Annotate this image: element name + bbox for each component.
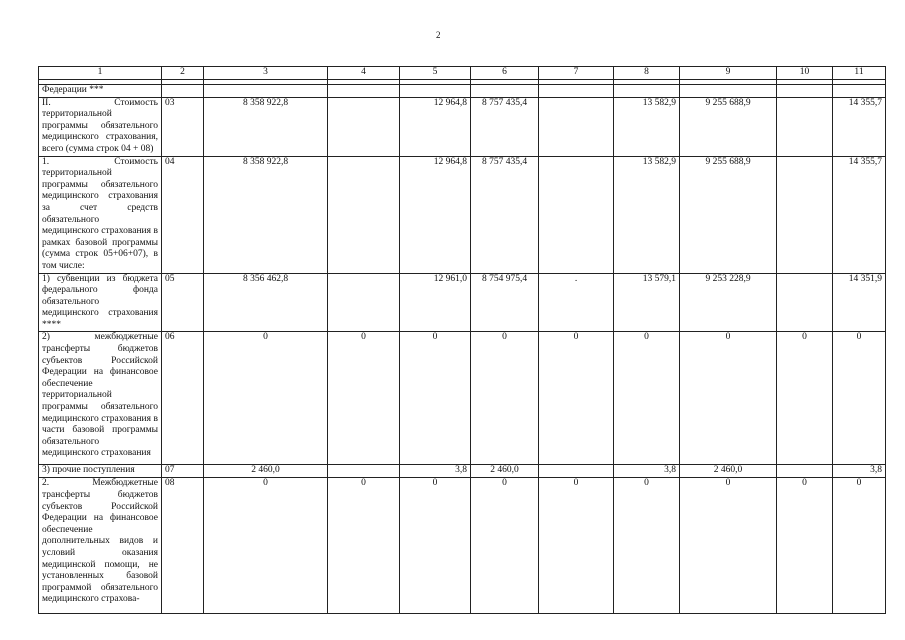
- cell-col3: 0: [204, 332, 328, 465]
- row-code: 03: [162, 97, 204, 156]
- col-header-3: 3: [204, 67, 328, 80]
- cell-col3: 2 460,0: [204, 465, 328, 478]
- cell-col11: 14 351,9: [833, 273, 886, 332]
- cell-col7: [539, 97, 614, 156]
- row-description: II. Стоимость территориальной программы обязательного медицинского страхования, всего (сумма строк 04 + 08): [39, 97, 162, 156]
- cell-col11: 14 355,7: [833, 97, 886, 156]
- row-description: 2) межбюджетные трансферты бюджетов субъектов Российской Федерации на финансовое обеспечение территориальной программы обязательного медицинского страхования в части базовой программы обязательного медицинского страхования: [39, 332, 162, 465]
- row-description: 1. Стоимость территориальной программы обязательного медицинского страхования за счет средств обязательного медицинского страхования в рамках базовой программы (сумма строк 05+06+07), в том числе:: [39, 156, 162, 273]
- cell-col8: [614, 84, 680, 97]
- cell-col6: 8 757 435,4: [471, 156, 539, 273]
- cell-col8: 13 582,9: [614, 97, 680, 156]
- cell-col11: 14 355,7: [833, 156, 886, 273]
- col-header-7: 7: [539, 67, 614, 80]
- table-row: [39, 465, 886, 478]
- cell-col5: 12 961,0: [400, 273, 471, 332]
- cell-col9: 0: [680, 332, 777, 465]
- cell-col6: 0: [471, 332, 539, 465]
- cell-col8: 13 579,1: [614, 273, 680, 332]
- cell-col3: 8 358 922,8: [204, 156, 328, 273]
- cell-col11: 3,8: [833, 465, 886, 478]
- cell-col10: 0: [777, 478, 833, 614]
- cell-col5: 0: [400, 332, 471, 465]
- row-code: 08: [162, 478, 204, 614]
- cell-col3: 8 358 922,8: [204, 97, 328, 156]
- table-row: [39, 84, 886, 97]
- cell-col5: 12 964,8: [400, 97, 471, 156]
- cell-col6: 8 757 435,4: [471, 97, 539, 156]
- row-code: 04: [162, 156, 204, 273]
- cell-col3: 0: [204, 478, 328, 614]
- cell-col5: 0: [400, 478, 471, 614]
- cell-col10: [777, 465, 833, 478]
- cell-col4: [328, 465, 400, 478]
- row-code: [162, 84, 204, 97]
- table-row: [39, 156, 886, 273]
- cell-col11: 0: [833, 478, 886, 614]
- cell-col5: [400, 84, 471, 97]
- cell-col4: [328, 84, 400, 97]
- col-header-4: 4: [328, 67, 400, 80]
- cell-col7: .: [539, 273, 614, 332]
- table-row: [39, 478, 886, 614]
- col-header-2: 2: [162, 67, 204, 80]
- col-header-11: 11: [833, 67, 886, 80]
- cell-col6: 8 754 975,4: [471, 273, 539, 332]
- cell-col3: [204, 84, 328, 97]
- col-header-1: 1: [39, 67, 162, 80]
- cell-col4: 0: [328, 332, 400, 465]
- col-header-5: 5: [400, 67, 471, 80]
- row-description: 3) прочие поступления: [39, 465, 162, 478]
- cell-col9: 9 253 228,9: [680, 273, 777, 332]
- header-row: [39, 67, 886, 80]
- col-header-6: 6: [471, 67, 539, 80]
- row-description: 1) субвенции из бюджета федерального фонда обязательного медицинского страхования ****: [39, 273, 162, 332]
- cell-col10: 0: [777, 332, 833, 465]
- cell-col6: 2 460,0: [471, 465, 539, 478]
- page-number: 2: [436, 30, 441, 40]
- row-code: 06: [162, 332, 204, 465]
- budget-table: [38, 66, 886, 614]
- cell-col11: 0: [833, 332, 886, 465]
- cell-col9: 9 255 688,9: [680, 97, 777, 156]
- cell-col8: 3,8: [614, 465, 680, 478]
- cell-col10: [777, 156, 833, 273]
- cell-col4: 0: [328, 478, 400, 614]
- cell-col7: [539, 156, 614, 273]
- cell-col5: 12 964,8: [400, 156, 471, 273]
- row-description: Федерации ***: [39, 84, 162, 97]
- cell-col10: [777, 97, 833, 156]
- cell-col9: 2 460,0: [680, 465, 777, 478]
- col-header-9: 9: [680, 67, 777, 80]
- cell-col4: [328, 97, 400, 156]
- table-row: [39, 332, 886, 465]
- cell-col7: [539, 465, 614, 478]
- col-header-10: 10: [777, 67, 833, 80]
- cell-col6: 0: [471, 478, 539, 614]
- row-code: 05: [162, 273, 204, 332]
- row-code: 07: [162, 465, 204, 478]
- cell-col7: 0: [539, 478, 614, 614]
- cell-col8: 0: [614, 332, 680, 465]
- cell-col11: [833, 84, 886, 97]
- cell-col4: [328, 156, 400, 273]
- table-row: [39, 273, 886, 332]
- cell-col8: 13 582,9: [614, 156, 680, 273]
- col-header-8: 8: [614, 67, 680, 80]
- row-description: 2. Межбюджетные трансферты бюджетов субъектов Российской Федерации на финансовое обеспечение дополнительных видов и условий оказания медицинской помощи, не установленных базовой программой обязательного медицинского страхова-: [39, 478, 162, 614]
- cell-col8: 0: [614, 478, 680, 614]
- cell-col3: 8 356 462,8: [204, 273, 328, 332]
- cell-col10: [777, 273, 833, 332]
- cell-col5: 3,8: [400, 465, 471, 478]
- cell-col9: [680, 84, 777, 97]
- cell-col9: 0: [680, 478, 777, 614]
- cell-col7: 0: [539, 332, 614, 465]
- cell-col4: [328, 273, 400, 332]
- cell-col7: [539, 84, 614, 97]
- cell-col9: 9 255 688,9: [680, 156, 777, 273]
- table-row: [39, 97, 886, 156]
- cell-col10: [777, 84, 833, 97]
- cell-col6: [471, 84, 539, 97]
